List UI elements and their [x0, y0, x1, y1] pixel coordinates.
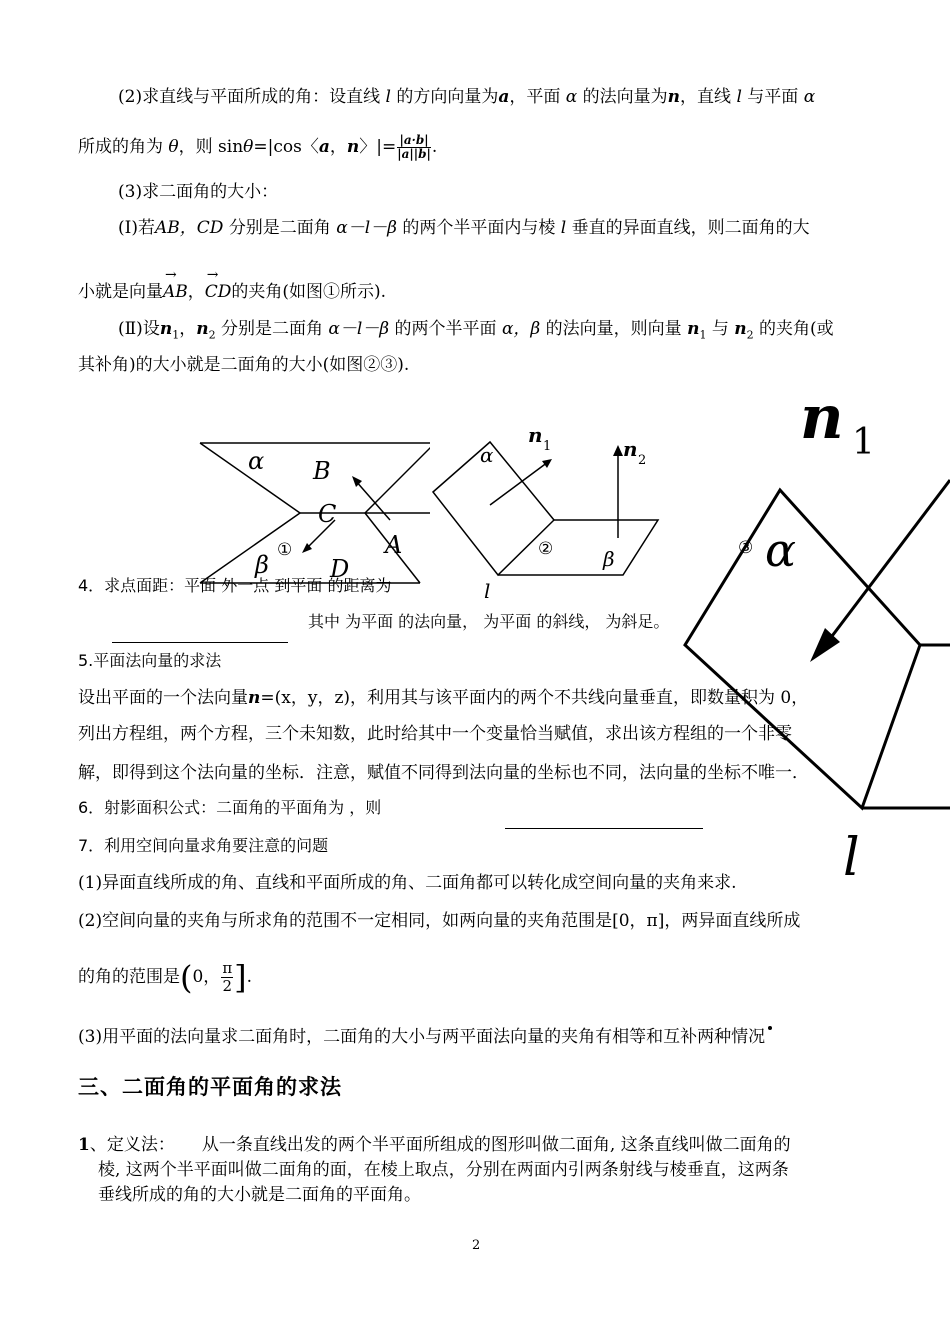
- p2-text: ，平面: [509, 87, 561, 107]
- p2-text: 所成的角为: [78, 137, 163, 157]
- var-n1: n: [687, 319, 700, 339]
- var-ab-cd: AB，CD: [154, 218, 224, 238]
- p3-title: (3)求二面角的大小：: [118, 182, 279, 202]
- figure-1: [180, 435, 430, 585]
- var-alpha: α: [803, 87, 816, 107]
- p2-text: ，则 sin: [178, 137, 244, 157]
- section3-text: 从一条直线出发的两个半平面所组成的图形叫做二面角, 这条直线叫做二面角的: [201, 1135, 791, 1155]
- fraction-numerator: |a·b|: [397, 134, 431, 148]
- vector-ab-label: AB: [163, 282, 188, 302]
- p2-text: 〉|=: [359, 137, 397, 157]
- item5-line2: 列出方程组，两个方程，三个未知数，此时给其中一个变量恰当赋值，求出该方程组的一个非零: [78, 724, 792, 744]
- fig3-label-n1: n: [800, 390, 844, 453]
- fig3-number: ③: [738, 538, 754, 558]
- var-n2: n: [734, 319, 747, 339]
- dihedral-expr: α－l－β: [336, 218, 397, 238]
- var-l: l: [736, 87, 742, 107]
- p2-text: 的方向向量为: [396, 87, 499, 107]
- subscript: 2: [746, 328, 754, 342]
- var-n: n: [667, 87, 681, 107]
- item4-line2: 其中 为平面 的法向量， 为平面 的斜线， 为斜足。: [308, 612, 670, 631]
- fig2-number: ②: [538, 539, 554, 559]
- arrow-over-icon: →: [165, 267, 177, 283]
- p3-text: 垂直的异面直线，则二面角的大: [571, 218, 810, 238]
- item6-text: 6．射影面积公式：二面角的平面角为 ，则: [78, 798, 382, 817]
- p3-i-line2: [78, 267, 387, 303]
- fig2-label-alpha: α: [480, 443, 494, 467]
- fig2-label-l: l: [484, 579, 491, 600]
- item7-line1: (1)异面直线所成的角、直线和平面所成的角、二面角都可以转化成空间向量的夹角来求.: [78, 873, 737, 893]
- item7-text: (3)用平面的法向量求二面角时，二面角的大小与两平面法向量的夹角有相等和互补两种情况: [78, 1027, 766, 1047]
- section-heading: 三、二面角的平面角的求法: [78, 1075, 342, 1099]
- var-l: l: [560, 218, 567, 238]
- item4-text: 4．求点面距：平面 外一点 到平面 的距离为: [78, 576, 392, 595]
- p2-line2: [78, 134, 437, 161]
- p3-text: 的法向量，则向量: [545, 319, 682, 339]
- fig2-label-beta: β: [603, 547, 615, 571]
- subscript: 1: [172, 328, 180, 342]
- p3-ii-line2: 其补角)的大小就是二面角的大小(如图②③).: [78, 355, 410, 375]
- var-n2: n: [196, 319, 209, 339]
- p3-text: 的夹角(或: [759, 319, 834, 339]
- fig1-label-c: C: [318, 500, 337, 528]
- item7-title: 7．利用空间向量求角要注意的问题: [78, 836, 329, 855]
- p2-line1: [118, 86, 815, 108]
- var-theta: θ: [168, 137, 179, 157]
- comma: ，: [187, 282, 205, 302]
- fraction-denominator: 2: [222, 977, 233, 995]
- fraction-numerator: π: [222, 959, 233, 977]
- p3-text: (Ⅰ)若: [118, 218, 155, 238]
- vector-cd: [204, 267, 232, 302]
- item5-line3: 解，即得到这个法向量的坐标．注意，赋值不同得到法向量的坐标也不同，法向量的坐标不唯一．: [78, 763, 809, 783]
- fig3-label-l: l: [843, 828, 860, 888]
- underline: [112, 642, 288, 643]
- fig1-label-alpha: α: [248, 447, 265, 475]
- dot-mark: [768, 1026, 772, 1030]
- item5-title: 5.平面法向量的求法: [78, 651, 222, 670]
- item7-line3: [78, 957, 252, 998]
- var-a: a: [318, 137, 330, 157]
- vector-ab: [163, 267, 188, 302]
- var-alpha-beta: α，β: [501, 319, 541, 339]
- p2-text: 与平面: [747, 87, 799, 107]
- fig2-sub-2: 2: [638, 453, 647, 468]
- right-bracket: ]: [234, 958, 247, 997]
- p3-text: 与: [711, 319, 729, 339]
- var-n: n: [346, 137, 360, 157]
- arrow-over-icon: →: [206, 267, 219, 283]
- fig2-label-n1: n: [528, 423, 543, 447]
- var-n1: n: [159, 319, 173, 339]
- section3-text: 、定义法：: [89, 1135, 175, 1155]
- item7-text: 的角的范围是: [78, 967, 180, 987]
- figure-2: [428, 420, 660, 600]
- section3-line3: 垂线所成的角的大小就是二面角的平面角。: [98, 1185, 421, 1205]
- p2-text: 的法向量为: [582, 87, 668, 107]
- vector-cd-label: CD: [204, 282, 232, 302]
- fig2-sub-1: 1: [543, 439, 552, 454]
- p3-text: 小就是向量: [78, 282, 163, 302]
- left-paren: (: [180, 958, 193, 997]
- item5-line1: [78, 687, 808, 709]
- fraction-denominator: |a||b|: [397, 147, 431, 161]
- p3-text: 的夹角(如图①所示).: [231, 282, 387, 302]
- p2-text: =|cos〈: [253, 137, 319, 157]
- item7-line4: [78, 1026, 772, 1048]
- period: .: [431, 137, 438, 157]
- comma: ，: [179, 319, 197, 339]
- page-number: 2: [472, 1238, 481, 1253]
- var-l: l: [385, 87, 391, 107]
- p3-text: 的两个半平面: [394, 319, 497, 339]
- var-a: a: [498, 87, 510, 107]
- underline: [505, 828, 703, 829]
- fig3-label-alpha: α: [765, 523, 797, 577]
- range-start: 0，: [192, 967, 221, 987]
- var-n: n: [248, 688, 261, 708]
- fig1-label-d: D: [330, 555, 350, 583]
- section3-line1: [78, 1134, 791, 1156]
- fig2-label-n2: n: [623, 437, 638, 461]
- var-theta: θ: [243, 137, 254, 157]
- item-number: 1: [78, 1135, 90, 1155]
- fraction: [397, 134, 431, 161]
- figure-3-large: [680, 390, 950, 890]
- fig1-label-beta: β: [255, 551, 269, 579]
- item5-text: =(x，y，z)，利用其与该平面内的两个不共线向量垂直，即数量积为 0，: [260, 688, 809, 708]
- comma: ，: [329, 137, 347, 157]
- fig1-label-a: A: [385, 531, 403, 559]
- item7-line2: (2)空间向量的夹角与所求角的范围不一定相同，如两向量的夹角范围是[0，π]，两异面直线所成: [78, 911, 801, 931]
- fig1-label-b: B: [313, 457, 331, 485]
- section3-line2: 棱, 这两个半平面叫做二面角的面，在棱上取点，分别在两面内引两条射线与棱垂直，这两条: [98, 1160, 789, 1180]
- p3-text: 分别是二面角: [228, 218, 331, 238]
- dihedral-expr: α－l－β: [328, 319, 390, 339]
- fraction: [221, 960, 233, 995]
- p2-prefix: (2)求直线与平面所成的角：设直线: [118, 87, 381, 107]
- fig1-number: ①: [277, 540, 293, 560]
- p3-ii-line1: [118, 318, 834, 346]
- p2-text: ，直线: [680, 87, 732, 107]
- subscript: 2: [208, 328, 216, 342]
- var-alpha: α: [565, 87, 578, 107]
- p3-text: (Ⅱ)设: [118, 319, 160, 339]
- item5-text: 设出平面的一个法向量: [78, 688, 248, 708]
- period: .: [246, 967, 253, 987]
- p3-i-line1: [118, 217, 810, 239]
- subscript: 1: [699, 328, 707, 342]
- fig3-sub-1: 1: [852, 422, 875, 463]
- p3-text: 分别是二面角: [220, 319, 323, 339]
- p3-text: 的两个半平面内与棱: [402, 218, 556, 238]
